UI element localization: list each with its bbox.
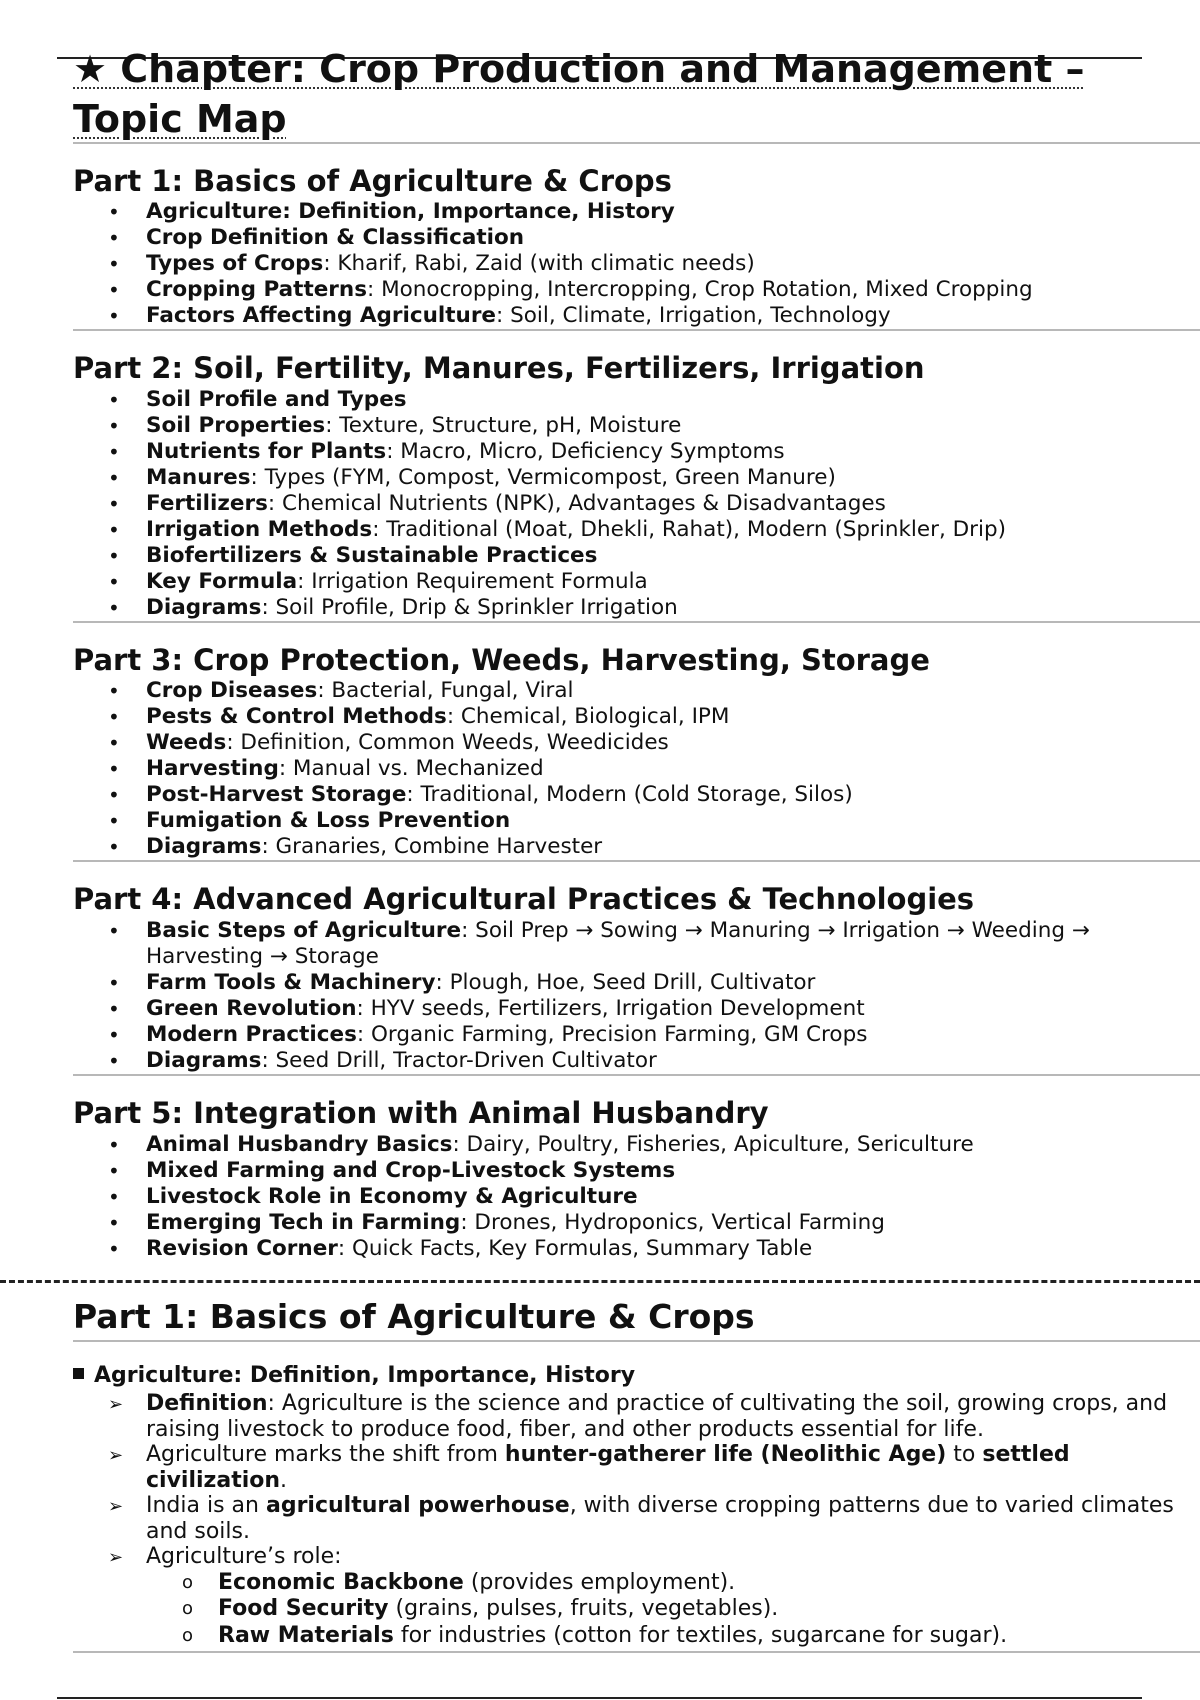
list-item: • Cropping Patterns: Monocropping, Intercropping, Crop Rotation, Mixed Cropping bbox=[108, 277, 1033, 302]
list-item: • Crop Diseases: Bacterial, Fungal, Viral bbox=[108, 678, 574, 703]
list-item: ➢ India is an agricultural powerhouse, with diverse cropping patterns due to varied climates and soils. bbox=[108, 1493, 1174, 1544]
arrow-bullet-icon: ➢ bbox=[108, 1445, 124, 1466]
page-bottom-rule bbox=[57, 1697, 1142, 1699]
bullet-icon: • bbox=[108, 919, 120, 943]
bullet-icon: • bbox=[108, 1185, 120, 1209]
bullet-icon: • bbox=[108, 518, 120, 542]
part-2-list bbox=[0, 387, 1200, 621]
list-item: • Irrigation Methods: Traditional (Moat, Dhekli, Rahat), Modern (Sprinkler, Drip) bbox=[108, 517, 1007, 542]
bullet-icon: • bbox=[108, 200, 120, 224]
divider bbox=[73, 621, 1200, 623]
divider bbox=[73, 1651, 1200, 1653]
bullet-icon: • bbox=[108, 1237, 120, 1261]
list-item: • Fertilizers: Chemical Nutrients (NPK), Advantages & Disadvantages bbox=[108, 491, 886, 516]
list-item: ➢ Definition: Agriculture is the science and practice of cultivating the soil, growing crops, and raising livestock to produce food, fiber, and other products essential for life. bbox=[108, 1391, 1168, 1442]
bullet-icon: • bbox=[108, 544, 120, 568]
divider bbox=[73, 329, 1200, 331]
arrow-bullet-icon: ➢ bbox=[108, 1496, 124, 1517]
list-item: o Raw Materials for industries (cotton for textiles, sugarcane for sugar). bbox=[182, 1622, 1008, 1648]
list-item: • Diagrams: Seed Drill, Tractor-Driven Cultivator bbox=[108, 1048, 657, 1073]
part-2-title: Part 2: Soil, Fertility, Manures, Fertilizers, Irrigation bbox=[73, 351, 925, 385]
list-item: • Weeds: Definition, Common Weeds, Weedicides bbox=[108, 730, 669, 755]
list-item: • Animal Husbandry Basics: Dairy, Poultry, Fisheries, Apiculture, Sericulture bbox=[108, 1132, 974, 1157]
section-title: Part 1: Basics of Agriculture & Crops bbox=[73, 1297, 755, 1336]
list-item: ➢ Agriculture’s role: o Economic Backbone (provides employment). o Food Security (grains, pulses, fruits, vegetables). o Raw Materials for industries (cotton for textiles, sugarcane for sugar). bbox=[0, 1544, 1200, 1649]
subheading: Agriculture: Definition, Importance, History bbox=[73, 1362, 635, 1390]
circle-bullet-icon: o bbox=[182, 1598, 194, 1619]
list-item: • Soil Profile and Types bbox=[108, 387, 407, 412]
list-item: • Modern Practices: Organic Farming, Precision Farming, GM Crops bbox=[108, 1022, 868, 1047]
list-item: • Biofertilizers & Sustainable Practices bbox=[108, 543, 598, 568]
bullet-icon: • bbox=[108, 997, 120, 1021]
bullet-icon: • bbox=[108, 570, 120, 594]
part-4-title: Part 4: Advanced Agricultural Practices & Technologies bbox=[73, 882, 975, 916]
bullet-icon: • bbox=[108, 757, 120, 781]
part-3-list bbox=[0, 678, 1200, 860]
list-item: • Fumigation & Loss Prevention bbox=[108, 808, 511, 833]
list-item: • Pests & Control Methods: Chemical, Biological, IPM bbox=[108, 704, 730, 729]
list-item: • Farm Tools & Machinery: Plough, Hoe, Seed Drill, Cultivator bbox=[108, 970, 816, 995]
part-1-title: Part 1: Basics of Agriculture & Crops bbox=[73, 164, 672, 198]
bullet-icon: • bbox=[108, 440, 120, 464]
chapter-title: ★ Chapter: Crop Production and Management – Topic Map bbox=[73, 47, 1085, 141]
list-item: • Factors Affecting Agriculture: Soil, Climate, Irrigation, Technology bbox=[108, 303, 891, 328]
list-item: • Green Revolution: HYV seeds, Fertilizers, Irrigation Development bbox=[108, 996, 865, 1021]
list-item: • Emerging Tech in Farming: Drones, Hydroponics, Vertical Farming bbox=[108, 1210, 885, 1235]
bullet-icon: • bbox=[108, 1023, 120, 1047]
list-item: ➢ Agriculture marks the shift from hunter-gatherer life (Neolithic Age) to settled civilization. bbox=[108, 1442, 1070, 1493]
bullet-icon: • bbox=[108, 971, 120, 995]
list-item: • Nutrients for Plants: Macro, Micro, Deficiency Symptoms bbox=[108, 439, 785, 464]
page-break-divider bbox=[0, 1280, 1200, 1283]
list-item: • Revision Corner: Quick Facts, Key Formulas, Summary Table bbox=[108, 1236, 813, 1261]
bullet-icon: • bbox=[108, 492, 120, 516]
part-5-list bbox=[0, 1132, 1200, 1262]
divider bbox=[73, 142, 1200, 144]
divider bbox=[73, 860, 1200, 862]
list-item: • Manures: Types (FYM, Compost, Vermicompost, Green Manure) bbox=[108, 465, 836, 490]
role-list bbox=[146, 1570, 1180, 1650]
bullet-icon: • bbox=[108, 705, 120, 729]
list-item: • Diagrams: Soil Profile, Drip & Sprinkler Irrigation bbox=[108, 595, 678, 620]
list-item: • Harvesting: Manual vs. Mechanized bbox=[108, 756, 544, 781]
square-bullet-icon bbox=[73, 1368, 84, 1379]
part-4-list bbox=[0, 918, 1200, 1074]
list-item: • Key Formula: Irrigation Requirement Formula bbox=[108, 569, 648, 594]
divider bbox=[73, 1340, 1200, 1342]
list-item: o Economic Backbone (provides employment). bbox=[182, 1569, 736, 1595]
bullet-icon: • bbox=[108, 388, 120, 412]
list-item: • Crop Definition & Classification bbox=[108, 225, 525, 250]
list-item: • Post-Harvest Storage: Traditional, Modern (Cold Storage, Silos) bbox=[108, 782, 853, 807]
part-5-title: Part 5: Integration with Animal Husbandry bbox=[73, 1096, 769, 1130]
bullet-icon: • bbox=[108, 304, 120, 328]
bullet-icon: • bbox=[108, 414, 120, 438]
list-item: • Agriculture: Definition, Importance, History bbox=[108, 199, 675, 224]
arrow-bullet-icon: ➢ bbox=[108, 1547, 124, 1568]
part-1-list bbox=[0, 199, 1200, 329]
bullet-icon: • bbox=[108, 679, 120, 703]
bullet-icon: • bbox=[108, 596, 120, 620]
list-item: • Diagrams: Granaries, Combine Harvester bbox=[108, 834, 603, 859]
bullet-icon: • bbox=[108, 783, 120, 807]
arrow-bullet-icon: ➢ bbox=[108, 1394, 124, 1415]
circle-bullet-icon: o bbox=[182, 1571, 194, 1593]
bullet-icon: • bbox=[108, 1133, 120, 1157]
bullet-icon: • bbox=[108, 835, 120, 859]
list-item: • Basic Steps of Agriculture: Soil Prep → Sowing → Manuring → Irrigation → Weeding → Harvesting → Storage bbox=[108, 918, 1090, 969]
list-item: • Soil Properties: Texture, Structure, pH, Moisture bbox=[108, 413, 682, 438]
bullet-icon: • bbox=[108, 1049, 120, 1073]
bullet-icon: • bbox=[108, 731, 120, 755]
list-item: • Livestock Role in Economy & Agriculture bbox=[108, 1184, 638, 1209]
bullet-icon: • bbox=[108, 226, 120, 250]
divider bbox=[73, 1074, 1200, 1076]
bullet-icon: • bbox=[108, 252, 120, 276]
detail-list bbox=[0, 1391, 1200, 1649]
bullet-icon: • bbox=[108, 809, 120, 833]
circle-bullet-icon: o bbox=[182, 1624, 194, 1646]
list-item: • Mixed Farming and Crop-Livestock Systems bbox=[108, 1158, 676, 1183]
bullet-icon: • bbox=[108, 1159, 120, 1183]
bullet-icon: • bbox=[108, 278, 120, 302]
list-item: • Types of Crops: Kharif, Rabi, Zaid (with climatic needs) bbox=[108, 251, 755, 276]
list-item: o Food Security (grains, pulses, fruits, vegetables). bbox=[182, 1596, 779, 1621]
bullet-icon: • bbox=[108, 1211, 120, 1235]
part-3-title: Part 3: Crop Protection, Weeds, Harvesting, Storage bbox=[73, 643, 930, 677]
bullet-icon: • bbox=[108, 466, 120, 490]
